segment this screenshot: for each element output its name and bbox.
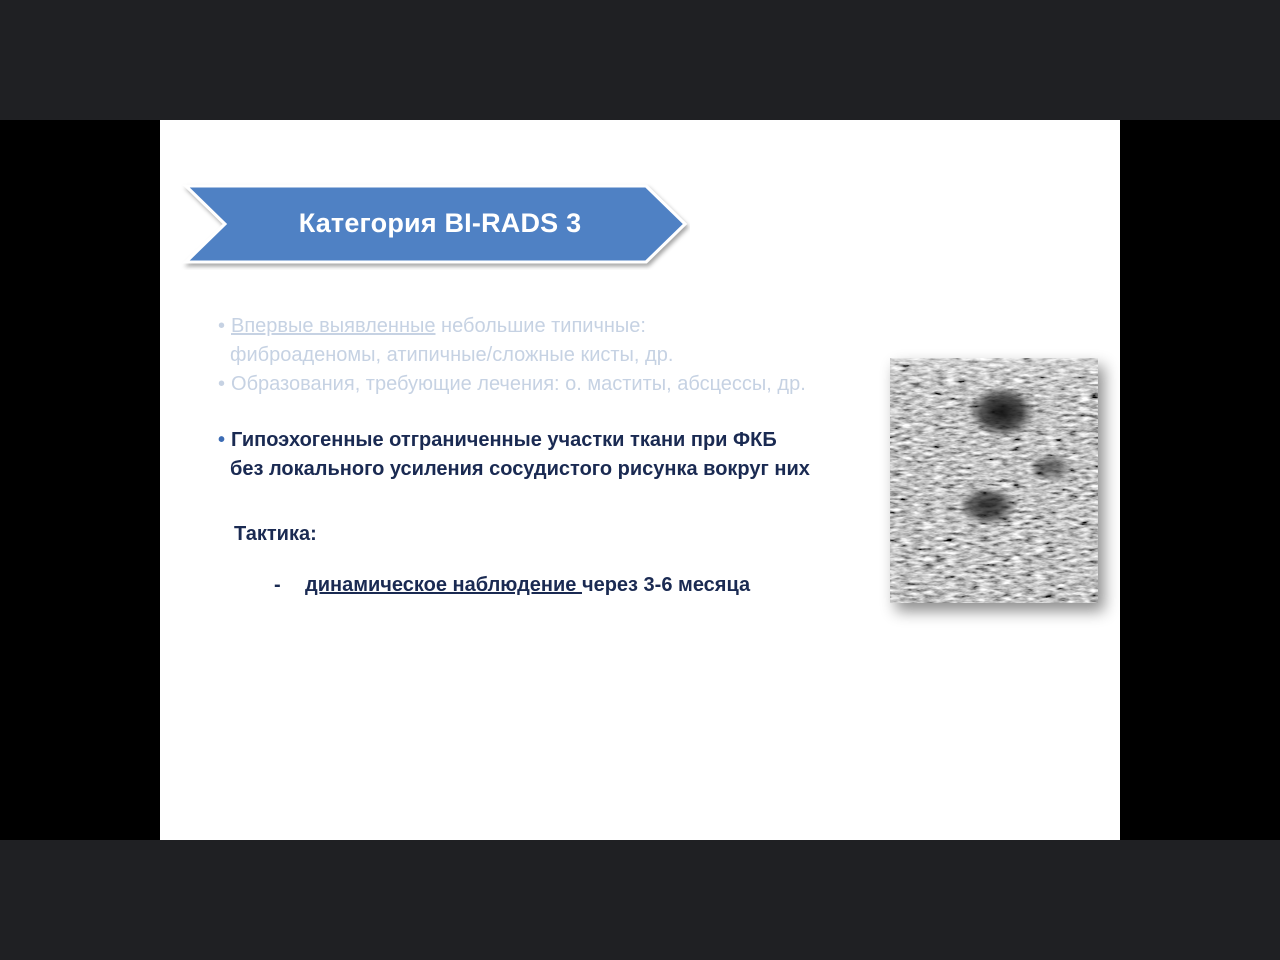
slide-title: Категория BI-RADS 3 — [298, 207, 582, 238]
faded-bullet-list — [218, 312, 898, 399]
faded-bullet-1-line2: фиброаденомы, атипичные/сложные кисты, др. — [230, 344, 674, 366]
tactic-rest: через 3-6 месяца — [581, 574, 751, 596]
lesion-upper — [968, 386, 1036, 438]
bottom-letterbox — [0, 840, 1280, 960]
main-bullet-line2: без локального усиления сосудистого рисунка вокруг них — [230, 458, 810, 480]
faded-bullet-1 — [218, 312, 898, 341]
tactic-underlined: динамическое наблюдение — [305, 574, 582, 596]
dash-marker: - — [274, 574, 281, 596]
lesion-right — [1028, 454, 1072, 482]
main-bullet-line1-wrap — [218, 426, 878, 455]
lesion-lower — [958, 486, 1018, 526]
top-letterbox — [0, 0, 1280, 120]
title-banner — [180, 182, 690, 270]
ultrasound-scan-image — [890, 358, 1098, 603]
faded-bullet-1-rest: небольшие типичные: — [435, 315, 646, 337]
bullet-marker: • — [218, 315, 226, 337]
faded-bullet-1-underlined: Впервые выявленные — [231, 315, 436, 337]
faded-bullet-2 — [218, 370, 898, 399]
tactic-label: Тактика: — [234, 523, 317, 545]
ultrasound-texture — [890, 358, 1098, 603]
faded-bullet-2-text: Образования, требующие лечения: о. маститы, абсцессы, др. — [231, 373, 806, 395]
main-bullet-line1: Гипоэхогенные отграниченные участки ткани при ФКБ — [231, 429, 777, 451]
bullet-marker: • — [218, 373, 226, 395]
presentation-slide — [160, 120, 1120, 840]
bullet-marker: • — [218, 429, 226, 451]
tactic-item — [274, 574, 750, 597]
main-bullet — [218, 426, 878, 484]
